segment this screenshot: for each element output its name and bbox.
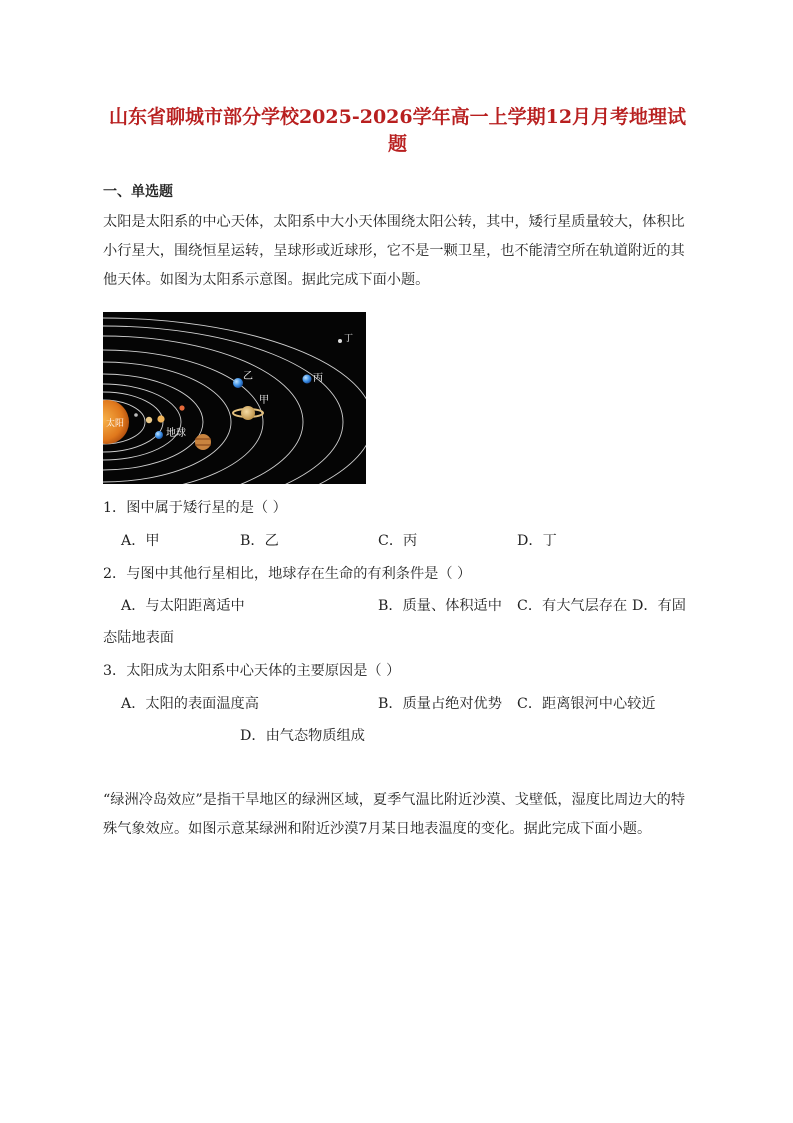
ding-planet-icon bbox=[338, 339, 342, 343]
question-3-stem: 3．太阳成为太阳系中心天体的主要原因是（ ） bbox=[103, 663, 401, 679]
venus-icon bbox=[146, 417, 152, 423]
saturn-icon bbox=[241, 406, 255, 420]
question-2-option-d-continued: 态陆地表面 bbox=[103, 630, 174, 646]
yi-planet-icon bbox=[233, 378, 243, 388]
question-1-option-a[interactable]: A．甲 bbox=[121, 533, 160, 549]
solar-system-diagram bbox=[103, 312, 366, 484]
sun-label: 太阳 bbox=[106, 419, 125, 429]
question-3-option-a[interactable]: A．太阳的表面温度高 bbox=[121, 696, 259, 712]
red-planet-icon bbox=[179, 405, 184, 410]
second-paragraph: “绿洲冷岛效应”是指干旱地区的绿洲区域，夏季气温比附近沙漠、戈壁低，湿度比周边大的特殊气象效应。如图示意某绿洲和附近沙漠7月某日地表温度的变化。据此完成下面小题。 bbox=[103, 792, 686, 837]
question-2-option-c[interactable]: C．有大气层存在 bbox=[517, 598, 628, 614]
orbits bbox=[103, 318, 366, 484]
solar-system-figure bbox=[103, 312, 366, 484]
bing-planet-icon bbox=[303, 375, 312, 384]
question-1-option-d[interactable]: D．丁 bbox=[517, 533, 557, 549]
mars-icon bbox=[157, 415, 164, 422]
bing-label: 丙 bbox=[313, 373, 323, 384]
question-1-stem: 1．图中属于矮行星的是（ ） bbox=[103, 500, 287, 516]
question-1-option-c[interactable]: C．丙 bbox=[378, 533, 418, 549]
question-3-option-d[interactable]: D．由气态物质组成 bbox=[240, 728, 365, 744]
question-2-option-b[interactable]: B．质量、体积适中 bbox=[378, 598, 502, 614]
earth-icon bbox=[155, 431, 163, 439]
section-heading: 一、单选题 bbox=[103, 184, 173, 200]
mercury-icon bbox=[134, 413, 138, 417]
question-1-option-b[interactable]: B．乙 bbox=[240, 533, 279, 549]
document-title: 山东省聊城市部分学校2025-2026学年高一上学期12月月考地理试题 bbox=[108, 106, 687, 155]
question-2-option-a[interactable]: A．与太阳距离适中 bbox=[121, 598, 245, 614]
intro-paragraph: 太阳是太阳系的中心天体，太阳系中大小天体围绕太阳公转，其中，矮行星质量较大，体积比小行星大，围绕恒星运转，呈球形或近球形，它不是一颗卫星，也不能清空所在轨道附近的其他天体。如图为太阳系示意图。据此完成下面小题。 bbox=[103, 214, 685, 288]
ding-label: 丁 bbox=[344, 334, 354, 344]
question-2-stem: 2．与图中其他行星相比，地球存在生命的有利条件是（ ） bbox=[103, 566, 472, 582]
jupiter-icon bbox=[195, 434, 211, 450]
yi-label: 乙 bbox=[243, 371, 253, 382]
question-2-option-d[interactable]: D．有固 bbox=[632, 598, 686, 614]
earth-label: 地球 bbox=[166, 428, 186, 439]
jia-label: 甲 bbox=[259, 395, 269, 406]
question-3-option-c[interactable]: C．距离银河中心较近 bbox=[517, 696, 656, 712]
question-3-option-b[interactable]: B．质量占绝对优势 bbox=[378, 696, 502, 712]
